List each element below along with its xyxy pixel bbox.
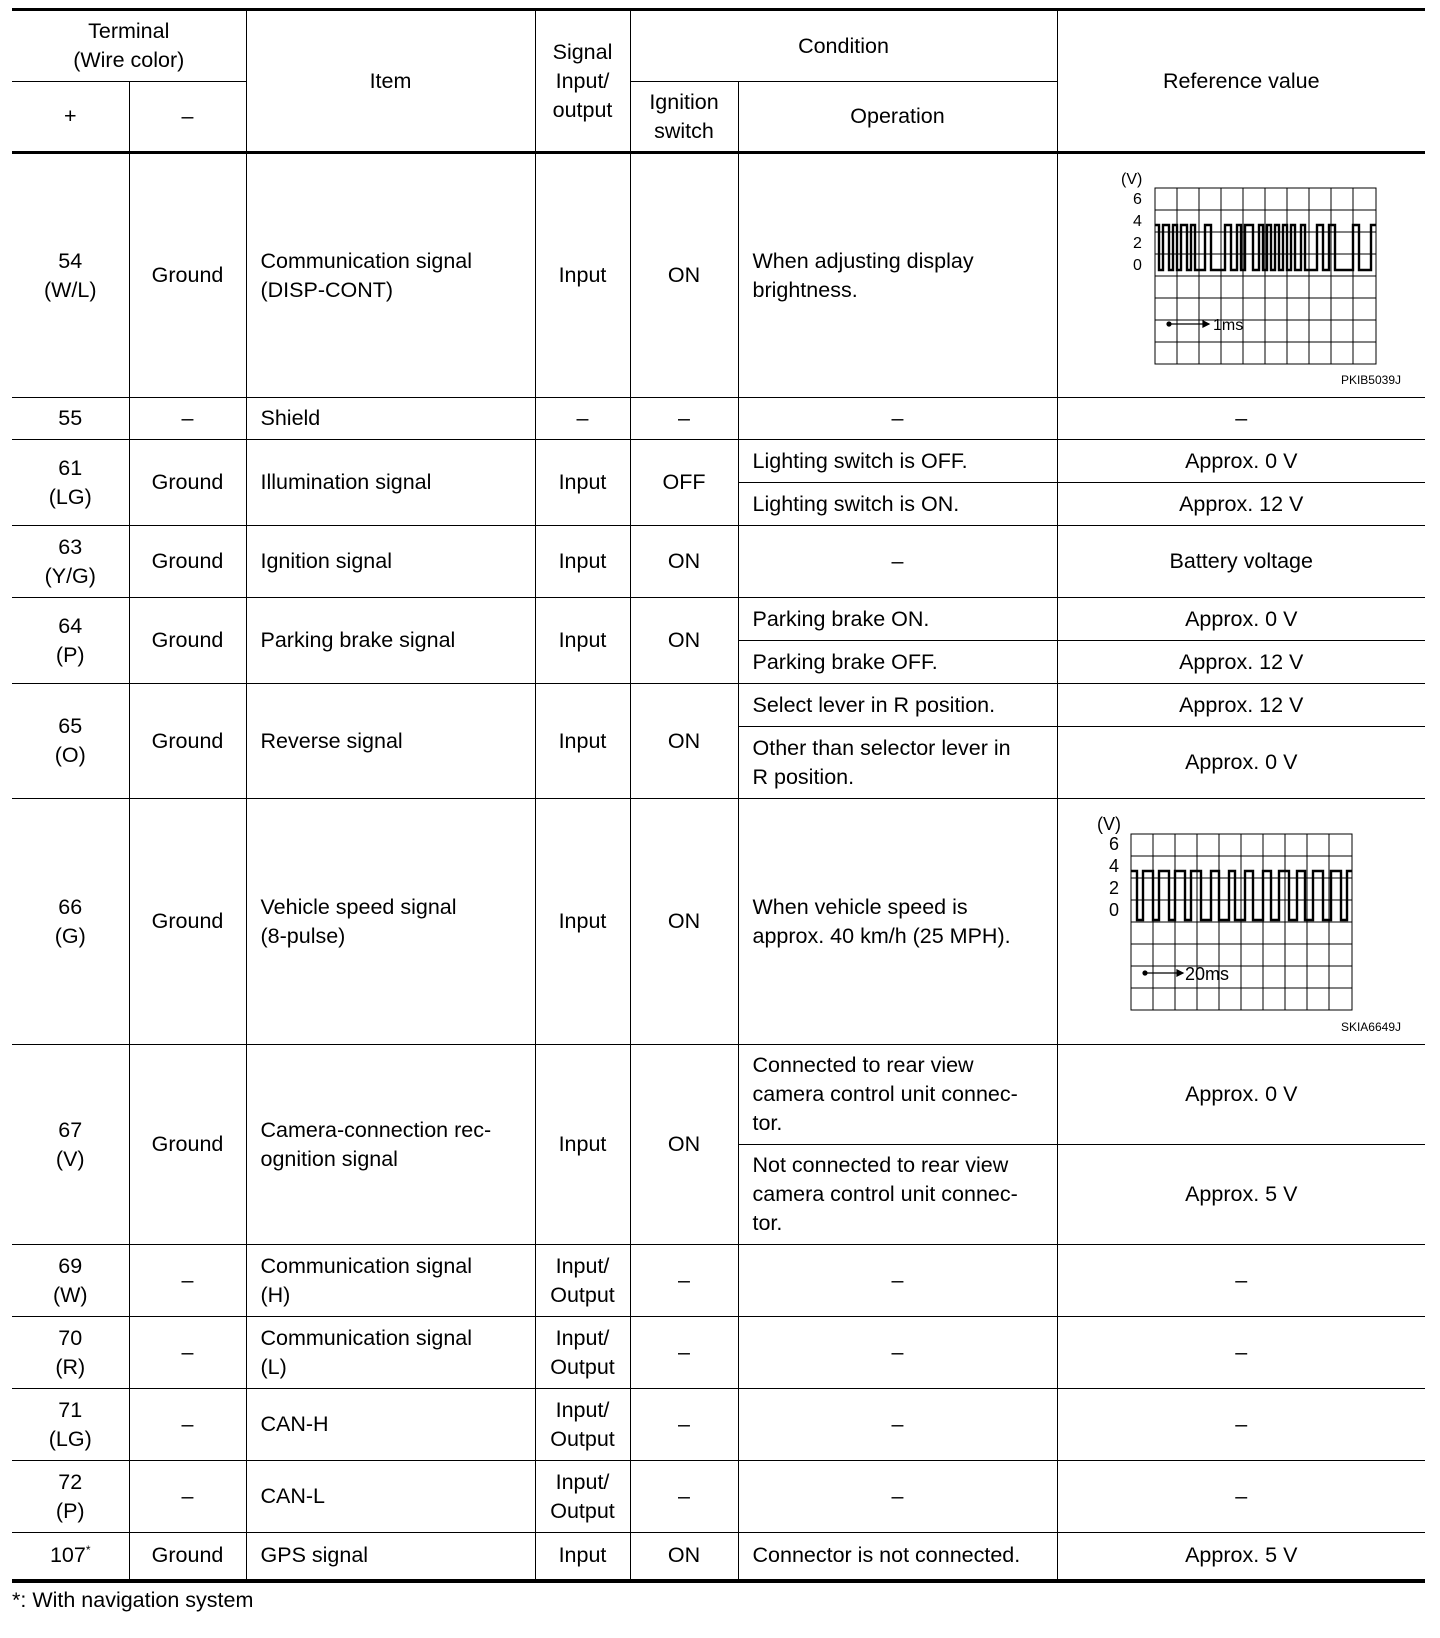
- terminal-table-wrapper: [12, 8, 1425, 1583]
- footnote-marker: *: [85, 1543, 91, 1558]
- table-row: [12, 1461, 1425, 1533]
- terminal-cell: 71 (LG): [12, 1389, 129, 1461]
- signal-cell: Input: [535, 684, 630, 799]
- minus-cell: –: [129, 1461, 246, 1533]
- minus-cell: Ground: [129, 440, 246, 526]
- operation-cell: –: [738, 1389, 1057, 1461]
- operation-cell: Other than selector lever in R position.: [738, 727, 1057, 799]
- waveform-chart-vehicle-speed: [1091, 808, 1391, 1023]
- table-row: [12, 153, 1425, 398]
- item-cell: Camera-connection rec- ognition signal: [246, 1045, 535, 1245]
- table-row: [12, 598, 1425, 641]
- operation-cell: When adjusting display brightness.: [738, 153, 1057, 398]
- ignition-cell: –: [630, 1245, 738, 1317]
- reference-cell: –: [1057, 398, 1425, 440]
- terminal-cell: 65 (O): [12, 684, 129, 799]
- reference-cell: Approx. 0 V: [1057, 440, 1425, 483]
- ignition-cell: –: [630, 1461, 738, 1533]
- ignition-cell: ON: [630, 799, 738, 1045]
- reference-cell: Battery voltage: [1057, 526, 1425, 598]
- ignition-cell: ON: [630, 526, 738, 598]
- ignition-cell: ON: [630, 1533, 738, 1581]
- ignition-cell: –: [630, 1317, 738, 1389]
- waveform-cell: [1057, 799, 1425, 1045]
- y-tick: 2: [1109, 878, 1120, 898]
- item-cell: CAN-L: [246, 1461, 535, 1533]
- terminal-cell: 72 (P): [12, 1461, 129, 1533]
- y-tick: 6: [1109, 834, 1120, 854]
- header-item: Item: [246, 10, 535, 153]
- operation-cell: Connected to rear view camera control unit connec- tor.: [738, 1045, 1057, 1145]
- header-reference: Reference value: [1057, 10, 1425, 153]
- y-tick: 2: [1133, 235, 1143, 252]
- minus-cell: Ground: [129, 526, 246, 598]
- item-cell: Shield: [246, 398, 535, 440]
- operation-cell: Select lever in R position.: [738, 684, 1057, 727]
- y-tick: 0: [1109, 900, 1120, 920]
- ignition-cell: ON: [630, 1045, 738, 1245]
- terminal-cell: 63 (Y/G): [12, 526, 129, 598]
- operation-cell: –: [738, 1245, 1057, 1317]
- operation-cell: Parking brake OFF.: [738, 641, 1057, 684]
- operation-cell: –: [738, 398, 1057, 440]
- reference-cell: Approx. 5 V: [1057, 1145, 1425, 1245]
- signal-cell: Input: [535, 598, 630, 684]
- table-row: [12, 1245, 1425, 1317]
- header-condition: Condition: [630, 10, 1057, 82]
- terminal-cell: 107*: [12, 1533, 129, 1581]
- table-row: [12, 526, 1425, 598]
- waveform-chart-disp-cont: [1091, 162, 1391, 377]
- terminal-cell: 70 (R): [12, 1317, 129, 1389]
- minus-cell: Ground: [129, 1533, 246, 1581]
- signal-cell: –: [535, 398, 630, 440]
- reference-cell: –: [1057, 1317, 1425, 1389]
- figure-id: PKIB5039J: [1340, 373, 1401, 387]
- time-scale-arrow: [1167, 321, 1209, 327]
- signal-cell: Input: [535, 440, 630, 526]
- operation-cell: –: [738, 526, 1057, 598]
- operation-cell: –: [738, 1317, 1057, 1389]
- table-row: [12, 1045, 1425, 1145]
- terminal-cell: 54 (W/L): [12, 153, 129, 398]
- minus-cell: Ground: [129, 1045, 246, 1245]
- ignition-cell: –: [630, 398, 738, 440]
- operation-cell: Connector is not connected.: [738, 1533, 1057, 1581]
- table-row: [12, 799, 1425, 1045]
- signal-cell: Input/ Output: [535, 1389, 630, 1461]
- minus-cell: –: [129, 1245, 246, 1317]
- header-ignition: Ignition switch: [630, 82, 738, 153]
- item-cell: Illumination signal: [246, 440, 535, 526]
- operation-cell: –: [738, 1461, 1057, 1533]
- item-cell: Communication signal (H): [246, 1245, 535, 1317]
- ignition-cell: –: [630, 1389, 738, 1461]
- minus-cell: Ground: [129, 598, 246, 684]
- minus-cell: –: [129, 398, 246, 440]
- minus-cell: Ground: [129, 684, 246, 799]
- ignition-cell: OFF: [630, 440, 738, 526]
- table-row: [12, 1317, 1425, 1389]
- ignition-cell: ON: [630, 684, 738, 799]
- reference-cell: Approx. 0 V: [1057, 598, 1425, 641]
- item-cell: CAN-H: [246, 1389, 535, 1461]
- ignition-cell: ON: [630, 598, 738, 684]
- terminal-cell: 64 (P): [12, 598, 129, 684]
- reference-cell: Approx. 12 V: [1057, 483, 1425, 526]
- minus-cell: –: [129, 1389, 246, 1461]
- reference-cell: –: [1057, 1245, 1425, 1317]
- waveform-cell: [1057, 153, 1425, 398]
- header-signal: Signal Input/ output: [535, 10, 630, 153]
- time-scale-label: 20ms: [1185, 964, 1230, 984]
- waveform-unit: (V): [1097, 814, 1122, 834]
- reference-cell: Approx. 5 V: [1057, 1533, 1425, 1581]
- signal-cell: Input: [535, 1533, 630, 1581]
- signal-cell: Input: [535, 799, 630, 1045]
- item-cell: Ignition signal: [246, 526, 535, 598]
- signal-cell: Input: [535, 1045, 630, 1245]
- ignition-cell: ON: [630, 153, 738, 398]
- operation-cell: Parking brake ON.: [738, 598, 1057, 641]
- item-cell: Reverse signal: [246, 684, 535, 799]
- signal-cell: Input/ Output: [535, 1317, 630, 1389]
- table-row: [12, 1389, 1425, 1461]
- terminal-cell: 61 (LG): [12, 440, 129, 526]
- reference-cell: –: [1057, 1461, 1425, 1533]
- header-terminal: Terminal (Wire color): [12, 10, 246, 82]
- terminal-cell: 66 (G): [12, 799, 129, 1045]
- minus-cell: Ground: [129, 799, 246, 1045]
- waveform-unit: (V): [1121, 171, 1143, 188]
- y-tick: 0: [1133, 257, 1143, 274]
- operation-cell: Lighting switch is OFF.: [738, 440, 1057, 483]
- terminal-cell: 67 (V): [12, 1045, 129, 1245]
- header-minus: –: [129, 82, 246, 153]
- y-tick: 4: [1133, 213, 1143, 230]
- terminal-cell: 69 (W): [12, 1245, 129, 1317]
- reference-cell: Approx. 0 V: [1057, 727, 1425, 799]
- figure-id: SKIA6649J: [1340, 1020, 1401, 1034]
- table-row: [12, 440, 1425, 483]
- time-scale-label: 1ms: [1213, 317, 1244, 334]
- item-cell: Communication signal (L): [246, 1317, 535, 1389]
- footnote: *: With navigation system: [12, 1588, 254, 1612]
- item-cell: Vehicle speed signal (8-pulse): [246, 799, 535, 1045]
- signal-cell: Input/ Output: [535, 1245, 630, 1317]
- table-row: [12, 684, 1425, 727]
- operation-cell: When vehicle speed is approx. 40 km/h (25 MPH).: [738, 799, 1057, 1045]
- table-row: [12, 1533, 1425, 1581]
- item-cell: Parking brake signal: [246, 598, 535, 684]
- reference-cell: –: [1057, 1389, 1425, 1461]
- time-scale-arrow: [1143, 970, 1183, 976]
- terminal-reference-table: [12, 8, 1425, 1583]
- minus-cell: Ground: [129, 153, 246, 398]
- item-cell: GPS signal: [246, 1533, 535, 1581]
- operation-cell: Lighting switch is ON.: [738, 483, 1057, 526]
- operation-cell: Not connected to rear view camera control unit connec- tor.: [738, 1145, 1057, 1245]
- table-row: [12, 398, 1425, 440]
- y-tick: 6: [1133, 191, 1143, 208]
- header-plus: +: [12, 82, 129, 153]
- minus-cell: –: [129, 1317, 246, 1389]
- signal-cell: Input/ Output: [535, 1461, 630, 1533]
- item-cell: Communication signal (DISP-CONT): [246, 153, 535, 398]
- reference-cell: Approx. 12 V: [1057, 641, 1425, 684]
- signal-cell: Input: [535, 153, 630, 398]
- header-operation: Operation: [738, 82, 1057, 153]
- signal-cell: Input: [535, 526, 630, 598]
- reference-cell: Approx. 0 V: [1057, 1045, 1425, 1145]
- terminal-cell: 55: [12, 398, 129, 440]
- reference-cell: Approx. 12 V: [1057, 684, 1425, 727]
- y-tick: 4: [1109, 856, 1120, 876]
